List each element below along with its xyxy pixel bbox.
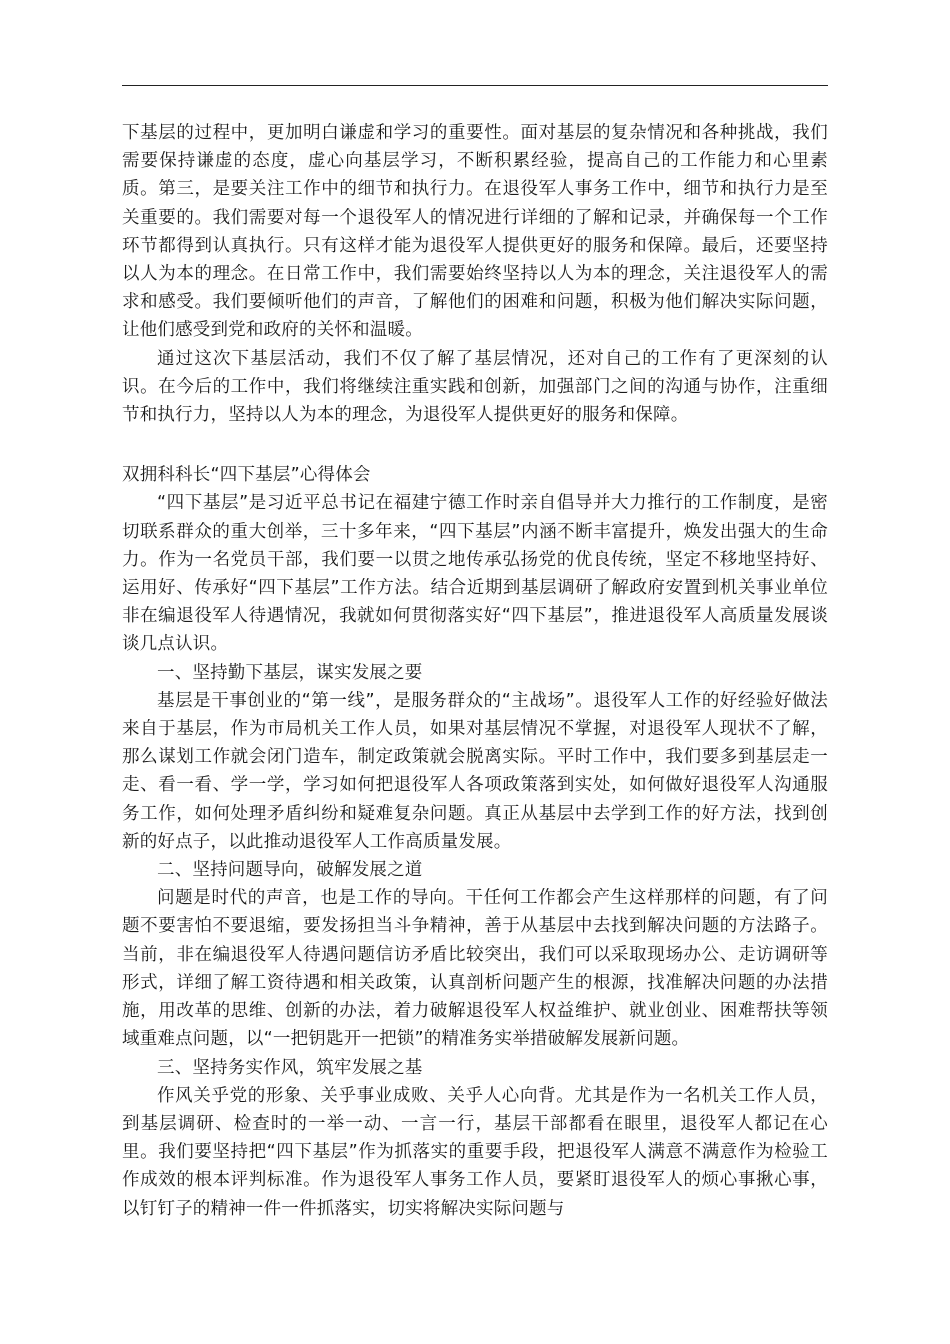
- document-body: [122, 119, 828, 1223]
- paragraph: “四下基层”是习近平总书记在福建宁德工作时亲自倡导并大力推行的工作制度，是密切联系群众的重大创举，三十多年来，“四下基层”内涵不断丰富提升，焕发出强大的生命力。作为一名党员干部，我们要一以贯之地传承弘扬党的优良传统，坚定不移地坚持好、运用好、传承好“四下基层”工作方法。结合近期到基层调研了解政府安置到机关事业单位非在编退役军人待遇情况，我就如何贯彻落实好“四下基层”，推进退役军人高质量发展谈谈几点认识。: [122, 493, 828, 655]
- paragraph: 通过这次下基层活动，我们不仅了解了基层情况，还对自己的工作有了更深刻的认识。在今后的工作中，我们将继续注重实践和创新，加强部门之间的沟通与协作，注重细节和执行力，坚持以人为本的理念，为退役军人提供更好的服务和保障。: [122, 348, 828, 426]
- paragraph: 基层是干事创业的“第一线”，是服务群众的“主战场”。退役军人工作的好经验好做法来自于基层，作为市局机关工作人员，如果对基层情况不掌握，对退役军人现状不了解，那么谋划工作就会闭门造车，制定政策就会脱离实际。平时工作中，我们要多到基层走一走、看一看、学一学，学习如何把退役军人各项政策落到实处，如何做好退役军人沟通服务工作，如何处理矛盾纠纷和疑难复杂问题。真正从基层中去学到工作的好方法，找到创新的好点子，以此推动退役军人工作高质量发展。: [122, 690, 828, 852]
- section-heading: 二、坚持问题导向，破解发展之道: [157, 860, 423, 881]
- paragraph: 下基层的过程中，更加明白谦虚和学习的重要性。面对基层的复杂情况和各种挑战，我们需要保持谦虚的态度，虚心向基层学习，不断积累经验，提高自己的工作能力和心里素质。第三，是要关注工作中的细节和执行力。在退役军人事务工作中，细节和执行力是至关重要的。我们需要对每一个退役军人的情况进行详细的了解和记录，并确保每一个工作环节都得到认真执行。只有这样才能为退役军人提供更好的服务和保障。最后，还要坚持以人为本的理念。在日常工作中，我们需要始终坚持以人为本的理念，关注退役军人的需求和感受。我们要倾听他们的声音，了解他们的困难和问题，积极为他们解决实际问题，让他们感受到党和政府的关怀和温暖。: [122, 123, 828, 341]
- section-gap: [122, 429, 828, 461]
- header-rule: [122, 85, 828, 86]
- paragraph: 问题是时代的声音，也是工作的导向。干任何工作都会产生这样那样的问题，有了问题不要害怕不要退缩，要发扬担当斗争精神，善于从基层中去找到解决问题的方法路子。当前，非在编退役军人待遇问题信访矛盾比较突出，我们可以采取现场办公、走访调研等形式，详细了解工资待遇和相关政策，认真剖析问题产生的根源，找准解决问题的办法措施，用改革的思维、创新的办法，着力破解退役军人权益维护、就业创业、困难帮扶等领域重难点问题，以“一把钥匙开一把锁”的精准务实举措破解发展新问题。: [122, 888, 828, 1050]
- section-heading: 一、坚持勤下基层，谋实发展之要: [157, 662, 423, 683]
- paragraph: 作风关乎党的形象、关乎事业成败、关乎人心向背。尤其是作为一名机关工作人员，到基层调研、检查时的一举一动、一言一行，基层干部都看在眼里，退役军人都记在心里。我们要坚持把“四下基层”作为抓落实的重要手段，把退役军人满意不满意作为检验工作成效的根本评判标准。作为退役军人事务工作人员，要紧盯退役军人的烦心事揪心事，以钉钉子的精神一件一件抓落实，切实将解决实际问题与: [122, 1085, 828, 1219]
- document-title: 双拥科科长“四下基层”心得体会: [122, 465, 371, 486]
- section-heading: 三、坚持务实作风，筑牢发展之基: [157, 1057, 423, 1078]
